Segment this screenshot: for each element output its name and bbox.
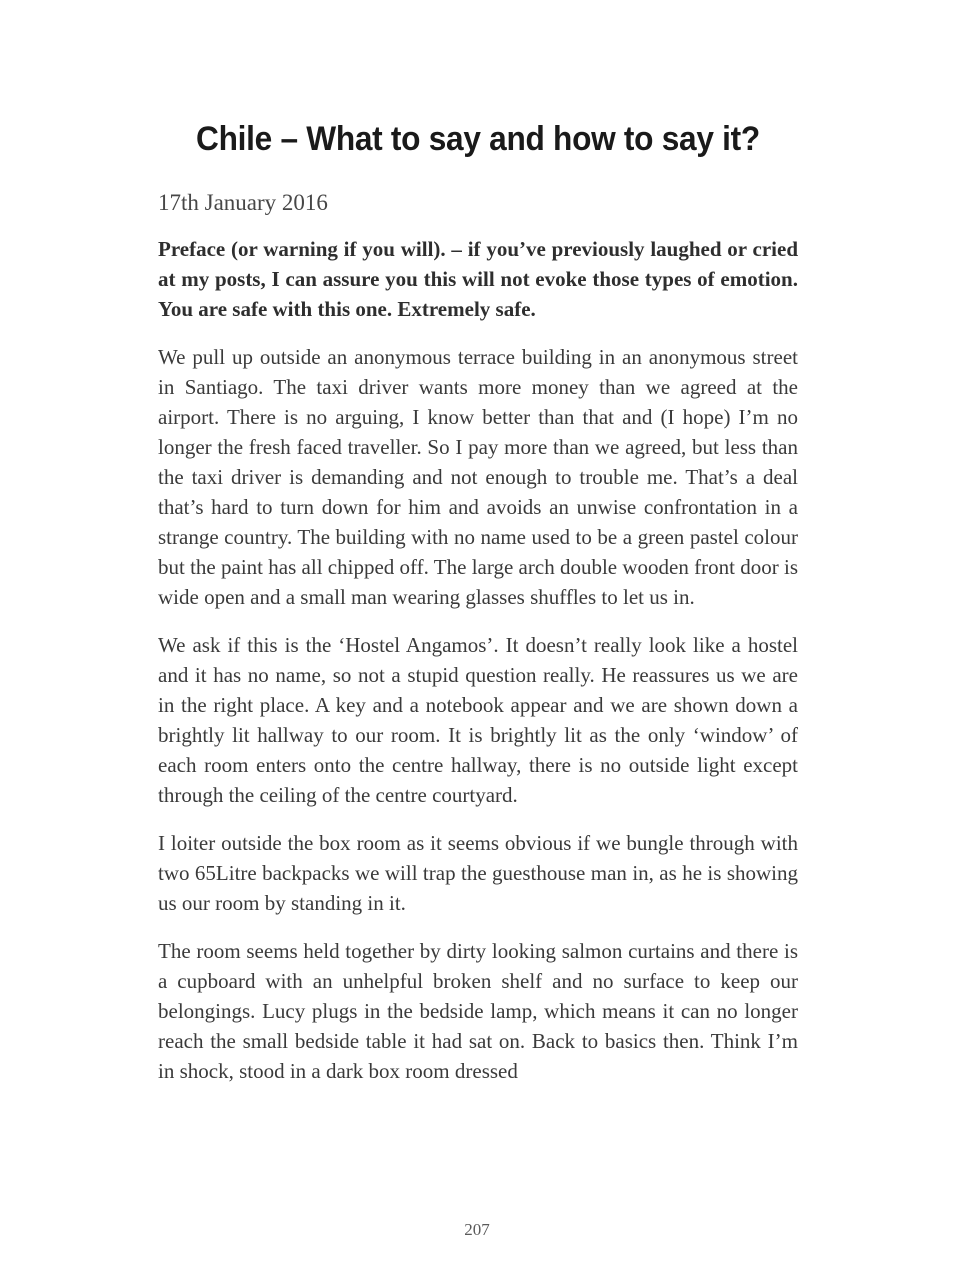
body-paragraph: We ask if this is the ‘Hostel Angamos’. It doesn’t really look like a hostel and it has no name, so not a stupid question really. He reassures us we are in the right place. A key and a notebook appear and we are shown down a brightly lit hallway to our room. It is brightly lit as the only ‘window’ of each room enters onto the centre hallway, there is no outside light except through the ceiling of the centre courtyard. — [158, 633, 798, 807]
post-date: 17th January 2016 — [158, 190, 328, 215]
page-number: 207 — [464, 1220, 490, 1239]
body-paragraph: The room seems held together by dirty looking salmon curtains and there is a cupboard with an unhelpful broken shelf and no surface to keep our belongings. Lucy plugs in the bedside lamp, which means it can no longer reach the small bedside table it had sat on. Back to basics then. Think I’m in shock, stood in a dark box room dressed — [158, 939, 798, 1083]
body-paragraph: We pull up outside an anonymous terrace building in an anonymous street in Santiago. The taxi driver wants more money than we agreed at the airport. There is no arguing, I know better than that and (I hope) I’m no longer the fresh faced traveller. So I pay more than we agreed, but less than the taxi driver is demanding and not enough to trouble me. That’s a deal that’s hard to turn down for him and avoids an unwise confrontation in a strange country. The building with no name used to be a green pastel colour but the paint has all chipped off. The large arch double wooden front door is wide open and a small man wearing glasses shuffles to let us in. — [158, 345, 798, 609]
preface-paragraph: Preface (or warning if you will). – if you’ve previously laughed or cried at my posts, I can assure you this will not evoke those types of emotion. You are safe with this one. Extremely safe. — [158, 237, 798, 321]
page-title: Chile – What to say and how to say it? — [196, 120, 760, 158]
document-page — [158, 0, 798, 1104]
body-paragraph: I loiter outside the box room as it seems obvious if we bungle through with two 65Litre backpacks we will trap the guesthouse man in, as he is showing us our room by standing in it. — [158, 831, 798, 915]
